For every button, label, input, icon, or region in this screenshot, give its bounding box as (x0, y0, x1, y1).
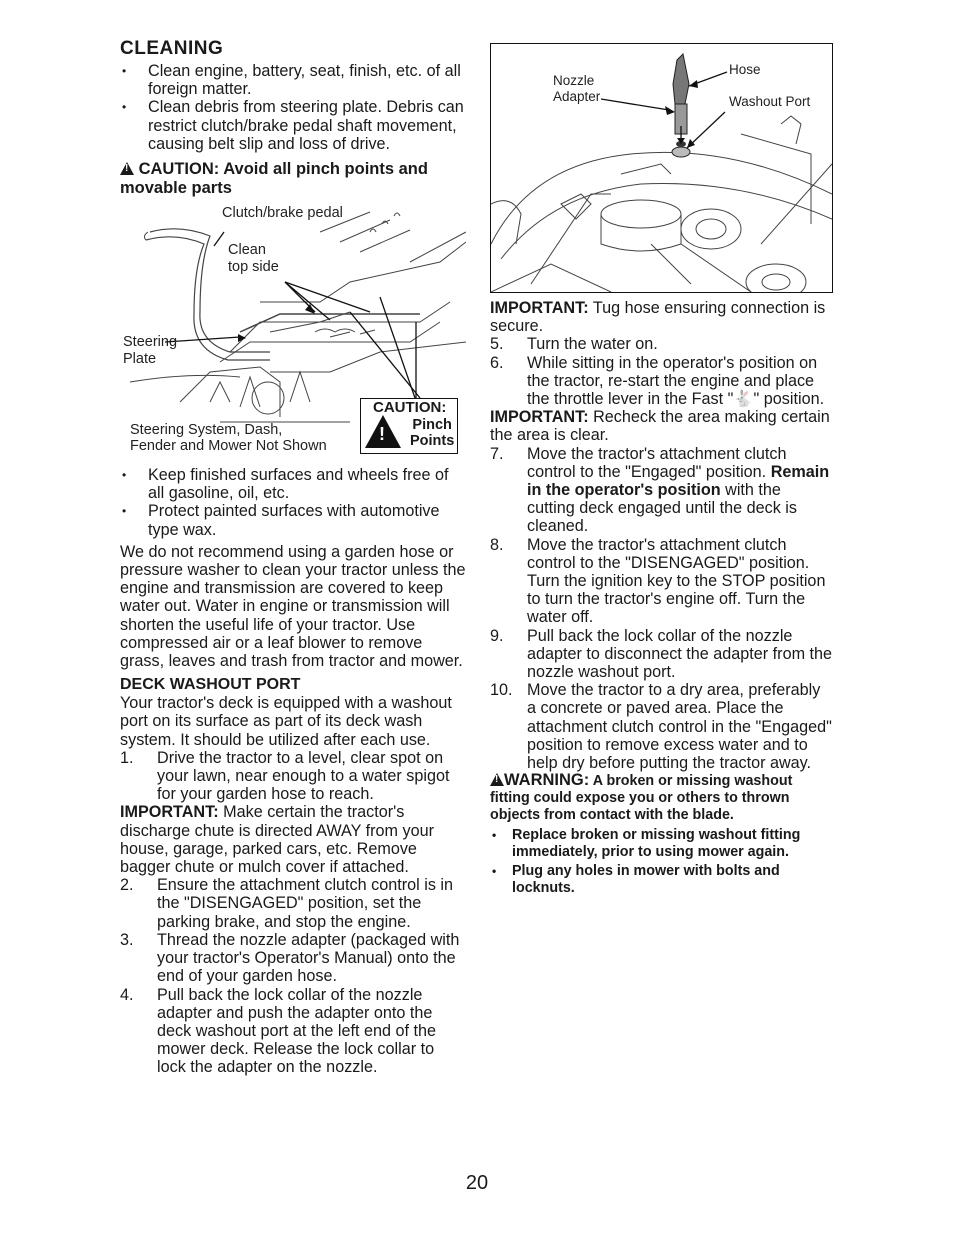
important-text: Tug hose ensuring connection is secure. (490, 299, 826, 336)
label-hose: Hose (729, 62, 761, 77)
important-note-3 (490, 408, 833, 444)
label-clean: Clean (228, 242, 266, 259)
list-item: 9. Pull back the lock collar of the nozzle adapter to disconnect the adapter from the nozzle washout port. (490, 626, 833, 682)
label-steering: Steering (123, 334, 178, 351)
cleaning-list-2 (120, 466, 466, 539)
caution-heading (120, 160, 466, 198)
caution-box-text (410, 417, 454, 449)
step-text: Turn the water on. (527, 335, 658, 354)
list-item: 2. Ensure the attachment clutch control is in the "DISENGAGED" position, set the parking brake, and stop the engine. (120, 876, 454, 931)
list-item: • Protect painted surfaces with automotive type wax. (120, 502, 466, 538)
list-item: • Clean engine, battery, seat, finish, etc. of all foreign matter. (120, 62, 466, 98)
label-top-side: top side (228, 259, 279, 276)
figure-caption-line1: Steering System, Dash, (130, 422, 283, 439)
step-text: Move the tractor's attachment clutch control to the "Engaged" position. (527, 444, 787, 481)
deck-intro: Your tractor's deck is equipped with a washout port on its surface as part of its deck wash system. It should be utilized after each use. (120, 694, 452, 749)
deck-steps-4 (490, 445, 833, 773)
warning-triangle-icon (490, 773, 504, 786)
caution-text: CAUTION: Avoid all pinch points and movable parts (120, 160, 428, 198)
deck-steps-2 (120, 876, 466, 1076)
warning-block (490, 772, 833, 897)
step-text: Move the tractor's attachment clutch control to the "DISENGAGED" position. Turn the ignition key to the STOP position to turn the tractor's engine off. Turn the water off. (527, 535, 826, 627)
left-column (120, 38, 466, 1077)
right-column (490, 43, 833, 897)
important-label: IMPORTANT: (490, 408, 589, 427)
caution-box-line2: Points (410, 433, 455, 450)
label-pedal: Clutch/brake pedal (222, 205, 343, 222)
step-text: Drive the tractor to a level, clear spot on your lawn, near enough to a water spigot for your garden hose to reach. (157, 748, 450, 804)
list-item: 3. Thread the nozzle adapter (packaged with your tractor's Operator's Manual) onto the end of your garden hose. (120, 930, 460, 986)
label-adapter: Adapter (553, 89, 601, 104)
important-note-1 (120, 803, 466, 876)
warning-triangle-icon: ! (365, 415, 401, 448)
important-label: IMPORTANT: (120, 803, 219, 822)
deck-steps (120, 749, 466, 804)
label-plate: Plate (123, 351, 157, 368)
label-washout-port: Washout Port (729, 94, 811, 109)
cleaning-list (120, 62, 466, 153)
important-text: Recheck the area making certain the area is clear. (490, 408, 830, 445)
warning-triangle-icon (120, 162, 134, 175)
list-item: 6. While sitting in the operator's position on the tractor, re-start the engine and place the throttle lever in the Fast "🐇" position. (490, 353, 825, 409)
list-item: • Replace broken or missing washout fitting immediately, prior to using mower again. (490, 827, 833, 861)
important-note-2 (490, 299, 833, 335)
step-text: Ensure the attachment clutch control is in the "DISENGAGED" position, set the parking brake, and stop the engine. (157, 876, 454, 931)
list-item: 7. Move the tractor's attachment clutch control to the "Engaged" position. Remain in the operator's position with the cutting deck engaged until the deck is cleaned. (490, 444, 830, 536)
step-text: While sitting in the operator's position on the tractor, re-start the engine and place the throttle lever in the Fast "🐇" position. (527, 353, 825, 409)
list-item: 5. Turn the water on. (490, 335, 658, 354)
list-item: 8. Move the tractor's attachment clutch control to the "DISENGAGED" position. Turn the ignition key to the STOP position to turn the tractor's engine off. Turn the water off. (490, 535, 826, 627)
figure-caption-line2: Fender and Mower Not Shown (130, 438, 327, 455)
step-text: Pull back the lock collar of the nozzle adapter and push the adapter onto the deck washout port at the left end of the mower deck. Release the lock collar to lock the adapter on the nozzle. (157, 985, 436, 1077)
page-number: 20 (465, 1172, 489, 1194)
warning-list (490, 827, 833, 897)
list-item: 10. Move the tractor to a dry area, preferably a concrete or paved area. Place the attachment clutch control in the "Engaged" position to remove excess water and to help dry before putting the tractor away. (490, 681, 832, 773)
caution-box-title: CAUTION: (373, 399, 447, 417)
list-item: 1. Drive the tractor to a level, clear spot on your lawn, near enough to a water spigot for your garden hose to reach. (120, 748, 450, 804)
step-text: Thread the nozzle adapter (packaged with your tractor's Operator's Manual) onto the end of your garden hose. (157, 930, 460, 986)
important-label: IMPORTANT: (490, 299, 589, 317)
warning-label: WARNING: (504, 771, 590, 790)
label-nozzle: Nozzle (553, 73, 595, 88)
list-item: • Plug any holes in mower with bolts and locknuts. (490, 863, 833, 897)
washout-port-figure (490, 43, 833, 293)
warning-text: A broken or missing washout fitting could expose you or others to thrown objects from contact with the blade. (490, 773, 793, 824)
list-item: 4. Pull back the lock collar of the nozzle adapter and push the adapter onto the deck washout port at the left end of the mower deck. Release the lock collar to lock the adapter on the nozzle. (120, 985, 436, 1077)
deck-steps-3 (490, 335, 833, 408)
deck-washout-heading: DECK WASHOUT PORT (120, 676, 301, 694)
list-item: • Keep finished surfaces and wheels free of all gasoline, oil, etc. (120, 466, 466, 502)
list-item: • Clean debris from steering plate. Debris can restrict clutch/brake pedal shaft movement, causing belt slip and loss of drive. (120, 98, 466, 153)
step-text: with the cutting deck engaged until the deck is cleaned. (527, 481, 797, 536)
caution-pinch-box (360, 398, 458, 454)
steering-plate-figure (120, 202, 466, 460)
step-text-bold: Remain in the operator's position (527, 462, 830, 500)
caution-box-line1: Pinch (412, 417, 452, 434)
washout-port-illustration (491, 44, 832, 292)
step-text: Pull back the lock collar of the nozzle adapter to disconnect the adapter from the nozzle washout port. (527, 626, 833, 682)
step-text: Move the tractor to a dry area, preferably a concrete or paved area. Place the attachment clutch control in the "Engaged" position to remove excess water and to help dry before putting the tractor away. (527, 681, 832, 773)
cleaning-heading: CLEANING (120, 38, 224, 59)
important-text: Make certain the tractor's discharge chute is directed AWAY from your house, garage, parked cars, etc. Remove bagger chute or mulch cover if attached. (120, 803, 434, 877)
cleaning-paragraph: We do not recommend using a garden hose or pressure washer to clean your tractor unless the engine and transmission are covered to keep water out. Water in engine or transmission will shorten the useful life of your tractor. Use compressed air or a leaf blower to remove grass, leaves and trash from tractor and mower. (120, 542, 466, 671)
